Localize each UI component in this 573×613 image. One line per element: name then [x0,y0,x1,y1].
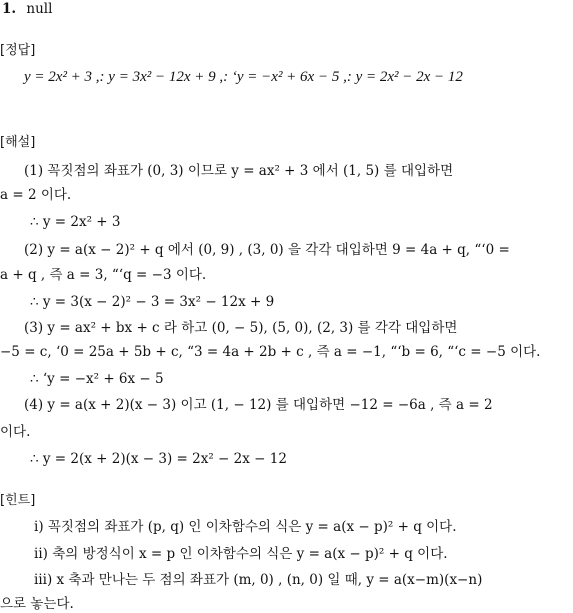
explanation-line-3: ∴ y = 2x² + 3 [30,214,121,230]
explanation-line-6: ∴ y = 3(x − 2)² − 3 = 3x² − 12x + 9 [30,294,275,310]
hint-line-2: ⅱ) 축의 방정식이 x = p 인 이차함수의 식은 y = a(x − p)² + q 이다. [34,546,448,562]
problem-header [2,0,52,18]
hint-label: [힌트] [0,493,36,508]
explanation-line-8: −5 = c, ‘0 = 25a + 5b + c, “3 = 4a + 2b + c , 즉 a = −1, “‘b = 6, “‘c = −5 이다. [0,344,541,360]
hint-line-4: 으로 놓는다. [0,596,74,612]
problem-title: null [26,1,53,17]
explanation-line-5: a + q , 즉 a = 3, “‘q = −3 이다. [0,267,207,283]
explanation-line-4: (2) y = a(x − 2)² + q 에서 (0, 9) , (3, 0) 을 각각 대입하면 9 = 4a + q, “‘0 = [24,242,510,258]
explanation-line-9: ∴ ‘y = −x² + 6x − 5 [30,371,164,387]
explanation-line-1: (1) 꼭짓점의 좌표가 (0, 3) 이므로 y = ax² + 3 에서 (1, 5) 를 대입하면 [24,163,454,179]
explanation-line-11: 이다. [0,424,31,440]
hint-line-3: ⅲ) x 축과 만나는 두 점의 좌표가 (m, 0) , (n, 0) 일 때, y = a(x−m)(x−n) [34,572,483,588]
explanation-line-10: (4) y = a(x + 2)(x − 3) 이고 (1, − 12) 를 대입하면 −12 = −6a , 즉 a = 2 [24,397,493,413]
problem-number: 1. [2,1,17,17]
explanation-label: [해설] [0,135,36,150]
explanation-line-12: ∴ y = 2(x + 2)(x − 3) = 2x² − 2x − 12 [30,451,287,467]
explanation-line-7: (3) y = ax² + bx + c 라 하고 (0, − 5), (5, 0), (2, 3) 를 각각 대입하면 [24,320,458,336]
hint-line-1: ⅰ) 꼭짓점의 좌표가 (p, q) 인 이차함수의 식은 y = a(x − p)² + q 이다. [34,519,457,535]
explanation-line-2: a = 2 이다. [0,187,72,203]
answer-line: y = 2x² + 3 ,: y = 3x² − 12x + 9 ,: ‘y = −x² + 6x − 5 ,: y = 2x² − 2x − 12 [24,69,463,85]
answer-label: [정답] [0,43,36,58]
